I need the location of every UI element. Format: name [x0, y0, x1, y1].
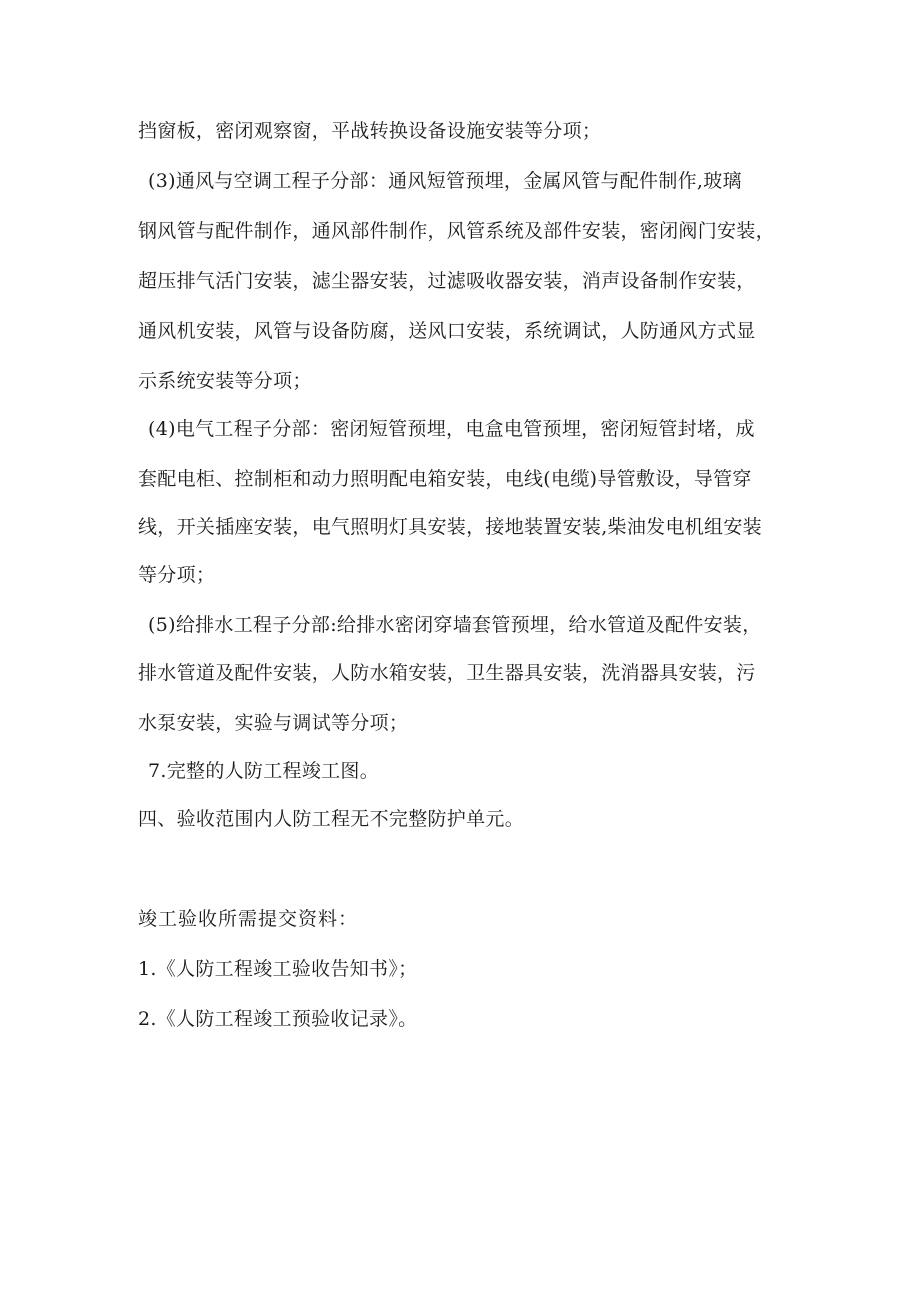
text-line: 超压排气活门安装，滤尘器安装，过滤吸收器安装，消声设备制作安装，: [138, 270, 756, 292]
text-line: 排水管道及配件安装，人防水箱安装，卫生器具安装，洗消器具安装，污: [138, 662, 756, 684]
text-line: 套配电柜、控制柜和动力照明配电箱安装，电线(电缆)导管敷设，导管穿: [138, 468, 752, 490]
text-line: 线，开关插座安装，电气照明灯具安装，接地装置安装,柴油发电机组安装: [138, 516, 762, 538]
text-line: 钢风管与配件制作，通风部件制作，风管系统及部件安装，密闭阀门安装，: [138, 220, 775, 242]
list-item: 2.《人防工程竣工预验收记录》。: [138, 1008, 418, 1030]
text-line: (4)电气工程子分部：密闭短管预埋，电盒电管预埋，密闭短管封堵，成: [148, 418, 755, 440]
text-line: (3)通风与空调工程子分部：通风短管预埋，金属风管与配件制作,玻璃: [148, 170, 742, 192]
text-line: 7.完整的人防工程竣工图。: [148, 760, 380, 782]
text-line: 水泵安装，实验与调试等分项；: [138, 712, 409, 734]
text-line: 示系统安装等分项；: [138, 370, 312, 392]
list-item: 1.《人防工程竣工验收告知书》；: [138, 958, 418, 980]
section-title: 竣工验收所需提交资料：: [138, 908, 359, 930]
text-line: (5)给排水工程子分部:给排水密闭穿墙套管预埋，给水管道及配件安装，: [148, 614, 762, 636]
text-line: 四、验收范围内人防工程无不完整防护单元。: [138, 808, 525, 830]
text-line: 通风机安装，风管与设备防腐，送风口安装，系统调试，人防通风方式显: [138, 320, 756, 342]
text-line: 挡窗板，密闭观察窗，平战转换设备设施安装等分项；: [138, 120, 602, 142]
text-line: 等分项；: [138, 564, 216, 586]
